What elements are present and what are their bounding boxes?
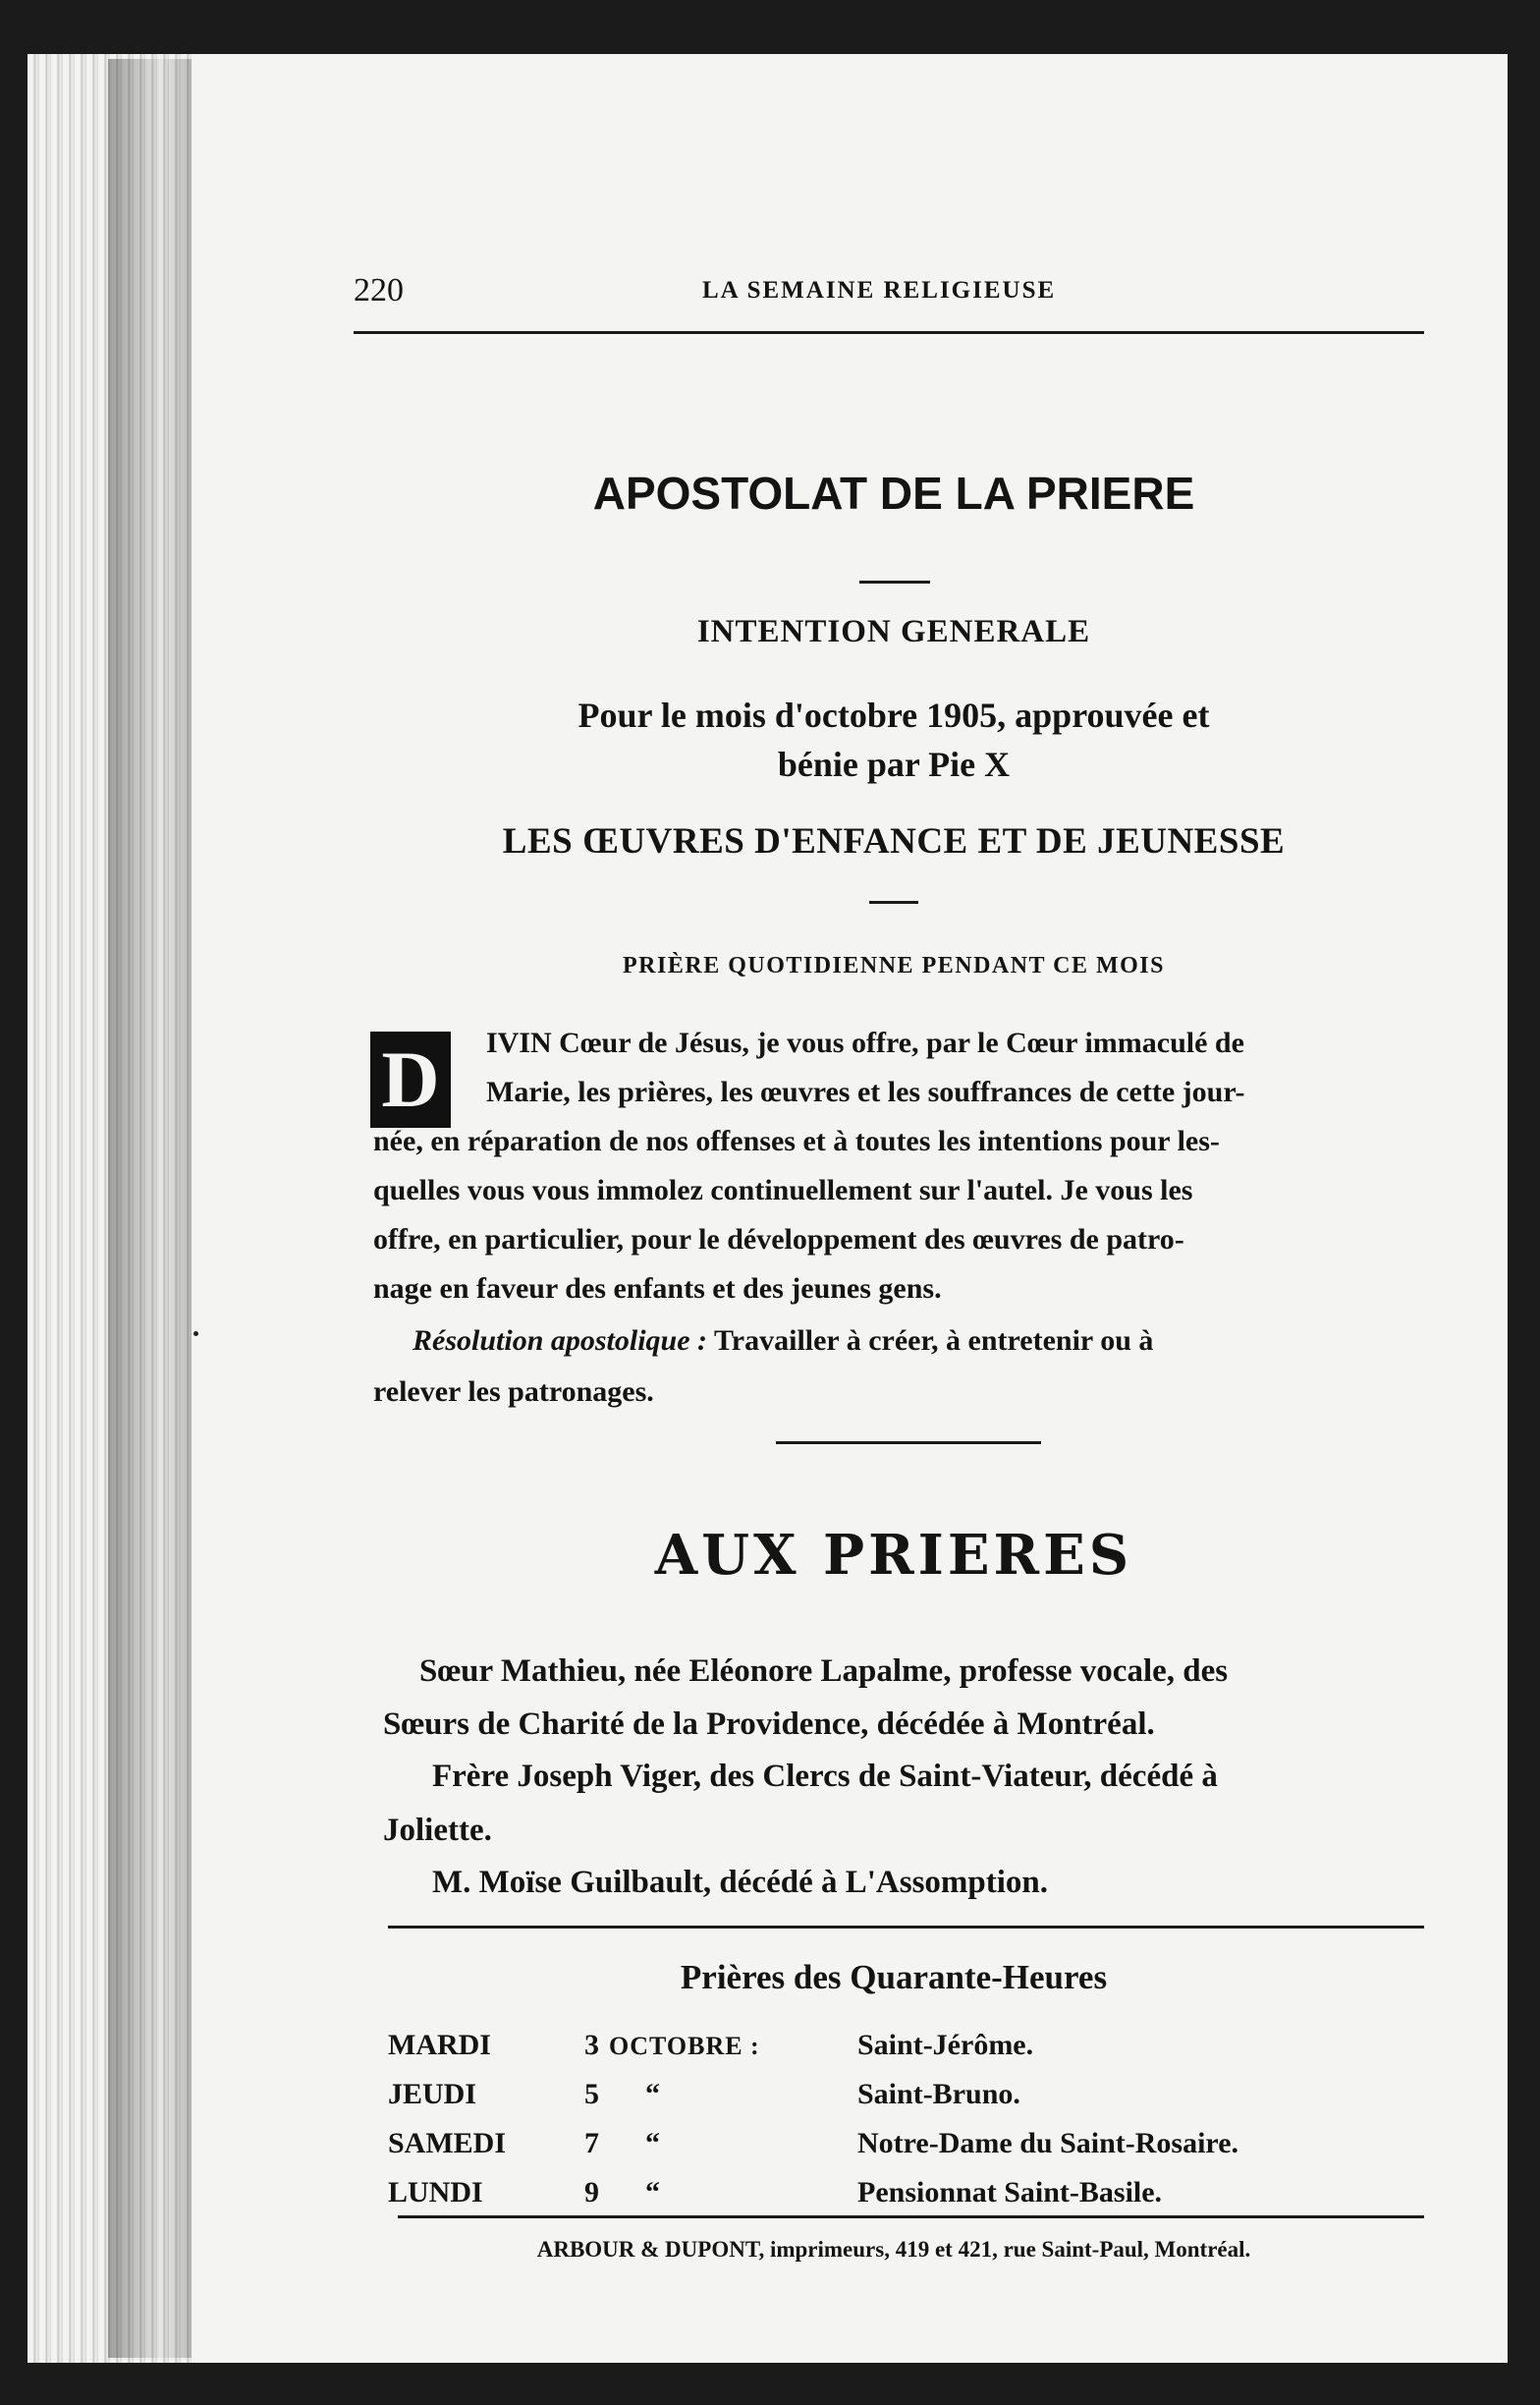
schedule-place: Notre-Dame du Saint-Rosaire.	[857, 2127, 1239, 2159]
schedule-place: Pensionnat Saint-Basile.	[857, 2176, 1163, 2209]
header-rule	[354, 331, 1424, 334]
schedule-ditto: “	[645, 2127, 660, 2159]
intention-heading: INTENTION GENERALE	[696, 614, 1091, 649]
resolution-end: relever les patronages.	[373, 1375, 654, 1408]
schedule-day: SAMEDI	[388, 2127, 507, 2159]
prayer-request-line: Frère Joseph Viger, des Clercs de Saint-Viateur, décédé à	[432, 1759, 1218, 1794]
schedule-ditto: “	[645, 2176, 660, 2209]
schedule-date: 5	[584, 2078, 599, 2110]
prayer-line: Marie, les prières, les œuvres et les souffrances de cette jour-	[486, 1076, 1245, 1108]
quarante-heures-title: Prières des Quarante-Heures	[680, 1958, 1108, 1996]
schedule-row	[388, 2176, 1409, 2219]
section-title-apostolat: APOSTOLAT DE LA PRIERE	[592, 468, 1195, 519]
prayer-line: nage en faveur des enfants et des jeunes gens.	[373, 1272, 942, 1305]
prayer-heading: PRIÈRE QUOTIDIENNE PENDANT CE MOIS	[623, 953, 1165, 979]
prayer-request-line: Joliette.	[383, 1813, 492, 1848]
resolution-label: Résolution apostolique :	[412, 1324, 708, 1357]
schedule-row	[388, 2029, 1409, 2072]
schedule-date: 7	[584, 2127, 599, 2159]
schedule-day: LUNDI	[388, 2176, 483, 2209]
printer-imprint: ARBOUR & DUPONT, imprimeurs, 419 et 421, rue Saint-Paul, Montréal.	[536, 2237, 1251, 2262]
page-number: 220	[354, 272, 404, 308]
prayer-line: née, en réparation de nos offenses et à toutes les intentions pour les-	[373, 1125, 1220, 1157]
prayer-line: quelles vous vous immolez continuellement sur l'autel. Je vous les	[373, 1174, 1193, 1206]
schedule-row	[388, 2078, 1409, 2121]
prayer-request-line: Sœurs de Charité de la Providence, décédée à Montréal.	[383, 1706, 1155, 1742]
book-gutter-shadow	[108, 59, 196, 2358]
month-line-2: bénie par Pie X	[777, 745, 1011, 784]
theme-divider	[869, 901, 918, 904]
schedule-ditto: “	[645, 2078, 660, 2110]
month-line-1: Pour le mois d'octobre 1905, approuvée et	[578, 696, 1210, 735]
section-title-aux-prieres: AUX PRIERES	[654, 1523, 1133, 1588]
schedule-row	[388, 2127, 1409, 2170]
intention-theme: LES ŒUVRES D'ENFANCE ET DE JEUNESSE	[502, 821, 1286, 862]
prayer-request-line: M. Moïse Guilbault, décédé à L'Assomption.	[432, 1865, 1049, 1900]
prayer-line: offre, en particulier, pour le développement des œuvres de patro-	[373, 1223, 1184, 1256]
resolution-text: Travailler à créer, à entretenir ou à	[707, 1324, 1154, 1357]
footer-rule	[398, 2215, 1424, 2218]
prayer-request-line: Sœur Mathieu, née Eléonore Lapalme, professe vocale, des	[419, 1653, 1229, 1689]
running-title: LA SEMAINE RELIGIEUSE	[702, 277, 1057, 304]
ink-speck	[193, 1331, 198, 1336]
schedule-day: JEUDI	[388, 2078, 477, 2110]
schedule-place: Saint-Jérôme.	[857, 2029, 1034, 2061]
section-divider	[776, 1441, 1041, 1444]
section-rule	[388, 1926, 1424, 1929]
prayer-line: IVIN Cœur de Jésus, je vous offre, par le Cœur immaculé de	[486, 1027, 1244, 1059]
schedule-date: 3	[584, 2029, 599, 2061]
book-page	[192, 54, 1508, 2363]
resolution-line	[412, 1324, 1409, 1358]
schedule-place: Saint-Bruno.	[857, 2078, 1020, 2110]
schedule-month: OCTOBRE :	[609, 2032, 760, 2060]
title-divider	[859, 581, 930, 584]
schedule-date: 9	[584, 2176, 599, 2209]
schedule-day: MARDI	[388, 2029, 491, 2061]
drop-cap-letter: D	[370, 1032, 451, 1128]
